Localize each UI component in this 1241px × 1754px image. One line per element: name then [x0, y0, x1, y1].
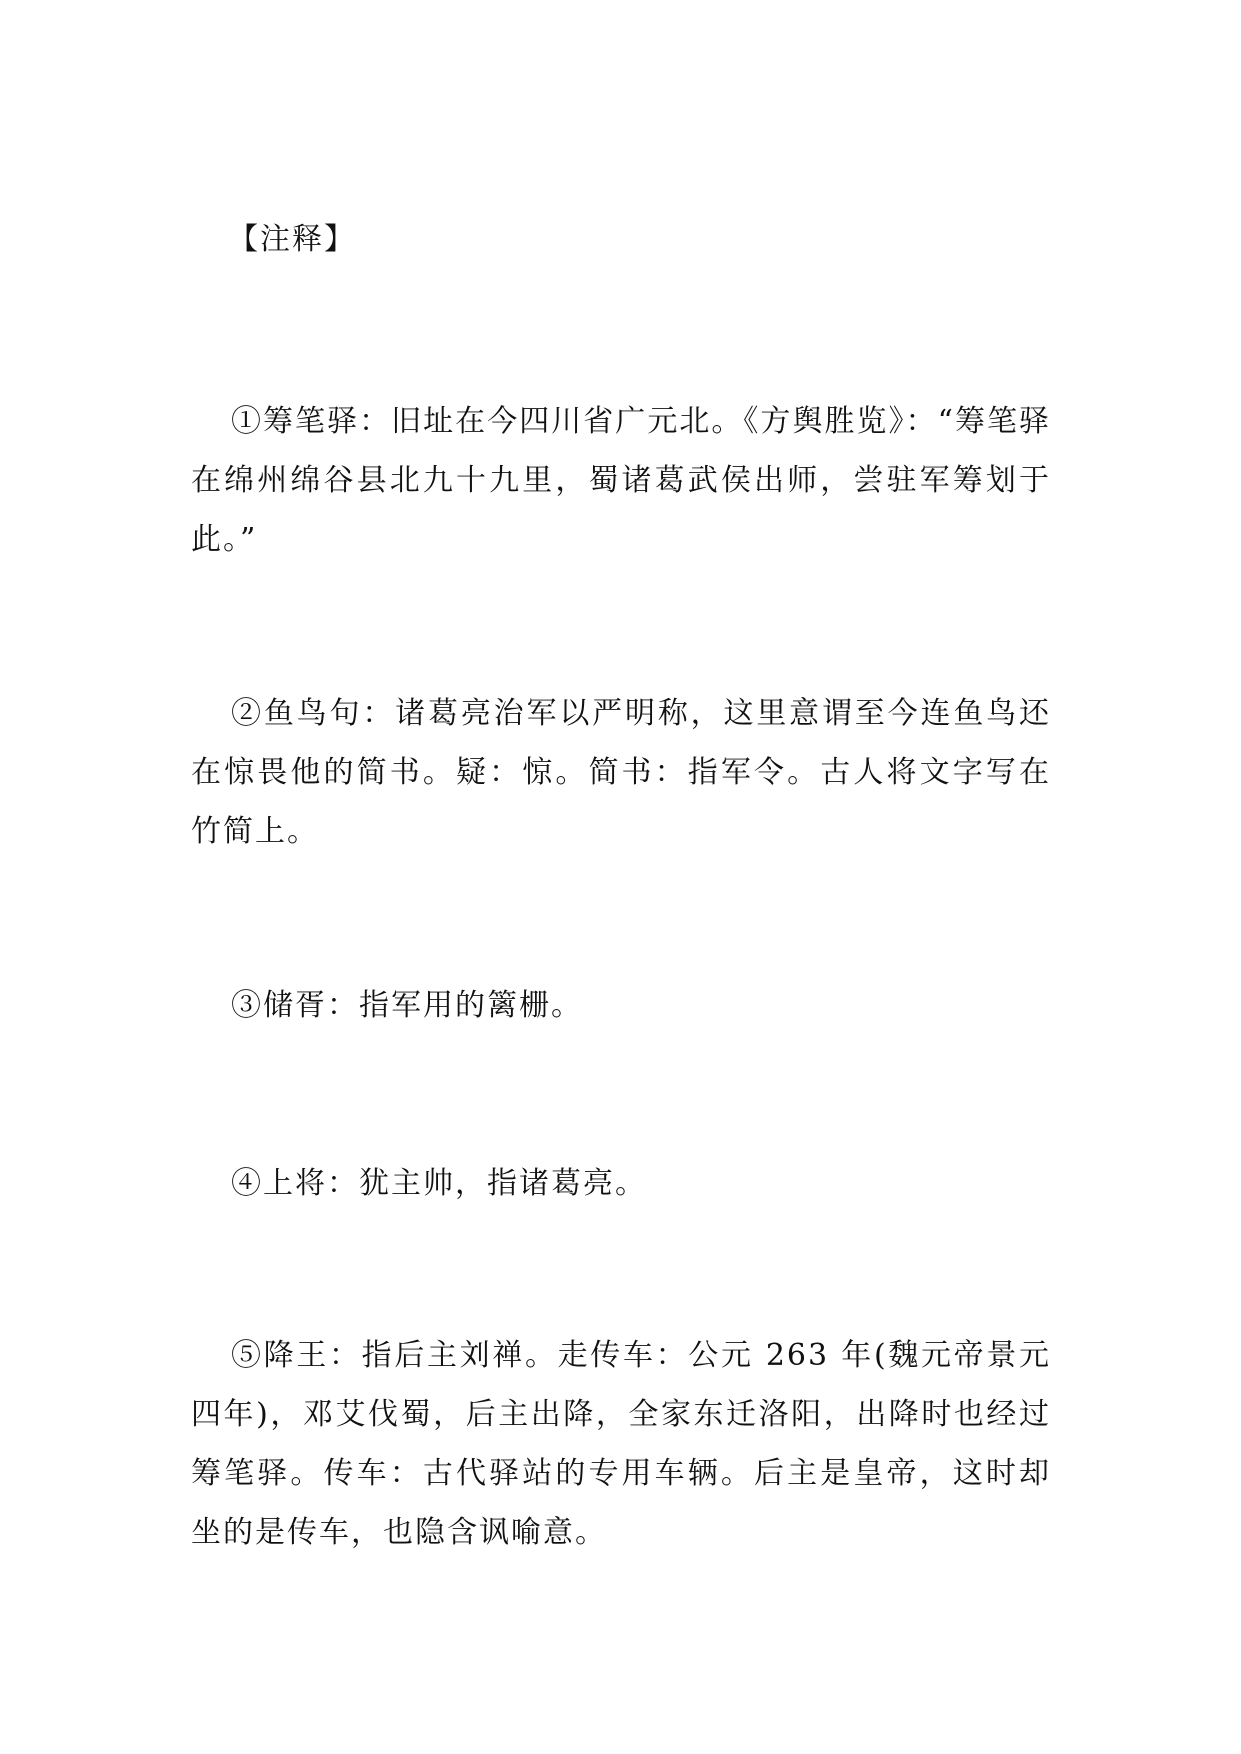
annotation-heading: 【注释】 — [228, 222, 356, 257]
annotation-note-1: ①筹笔驿：旧址在今四川省广元北。《方舆胜览》：“筹笔驿在绵州绵谷县北九十九里，蜀诸葛武侯出师，尝驻军筹划于此。” — [191, 404, 1051, 557]
annotation-note-2: ②鱼鸟句：诸葛亮治军以严明称，这里意谓至今连鱼鸟还在惊畏他的简书。疑：惊。简书：指军令。古人将文字写在竹简上。 — [191, 696, 1051, 849]
annotation-note-5: ⑤降王：指后主刘禅。走传车：公元 263 年(魏元帝景元四年)，邓艾伐蜀，后主出降，全家东迁洛阳，出降时也经过筹笔驿。传车：古代驿站的专用车辆。后主是皇帝，这时却坐的是传车，也隐含讽喻意。 — [191, 1338, 1051, 1550]
annotation-note-4: ④上将：犹主帅，指诸葛亮。 — [231, 1166, 647, 1201]
annotation-note-3: ③储胥：指军用的篱栅。 — [231, 988, 583, 1023]
